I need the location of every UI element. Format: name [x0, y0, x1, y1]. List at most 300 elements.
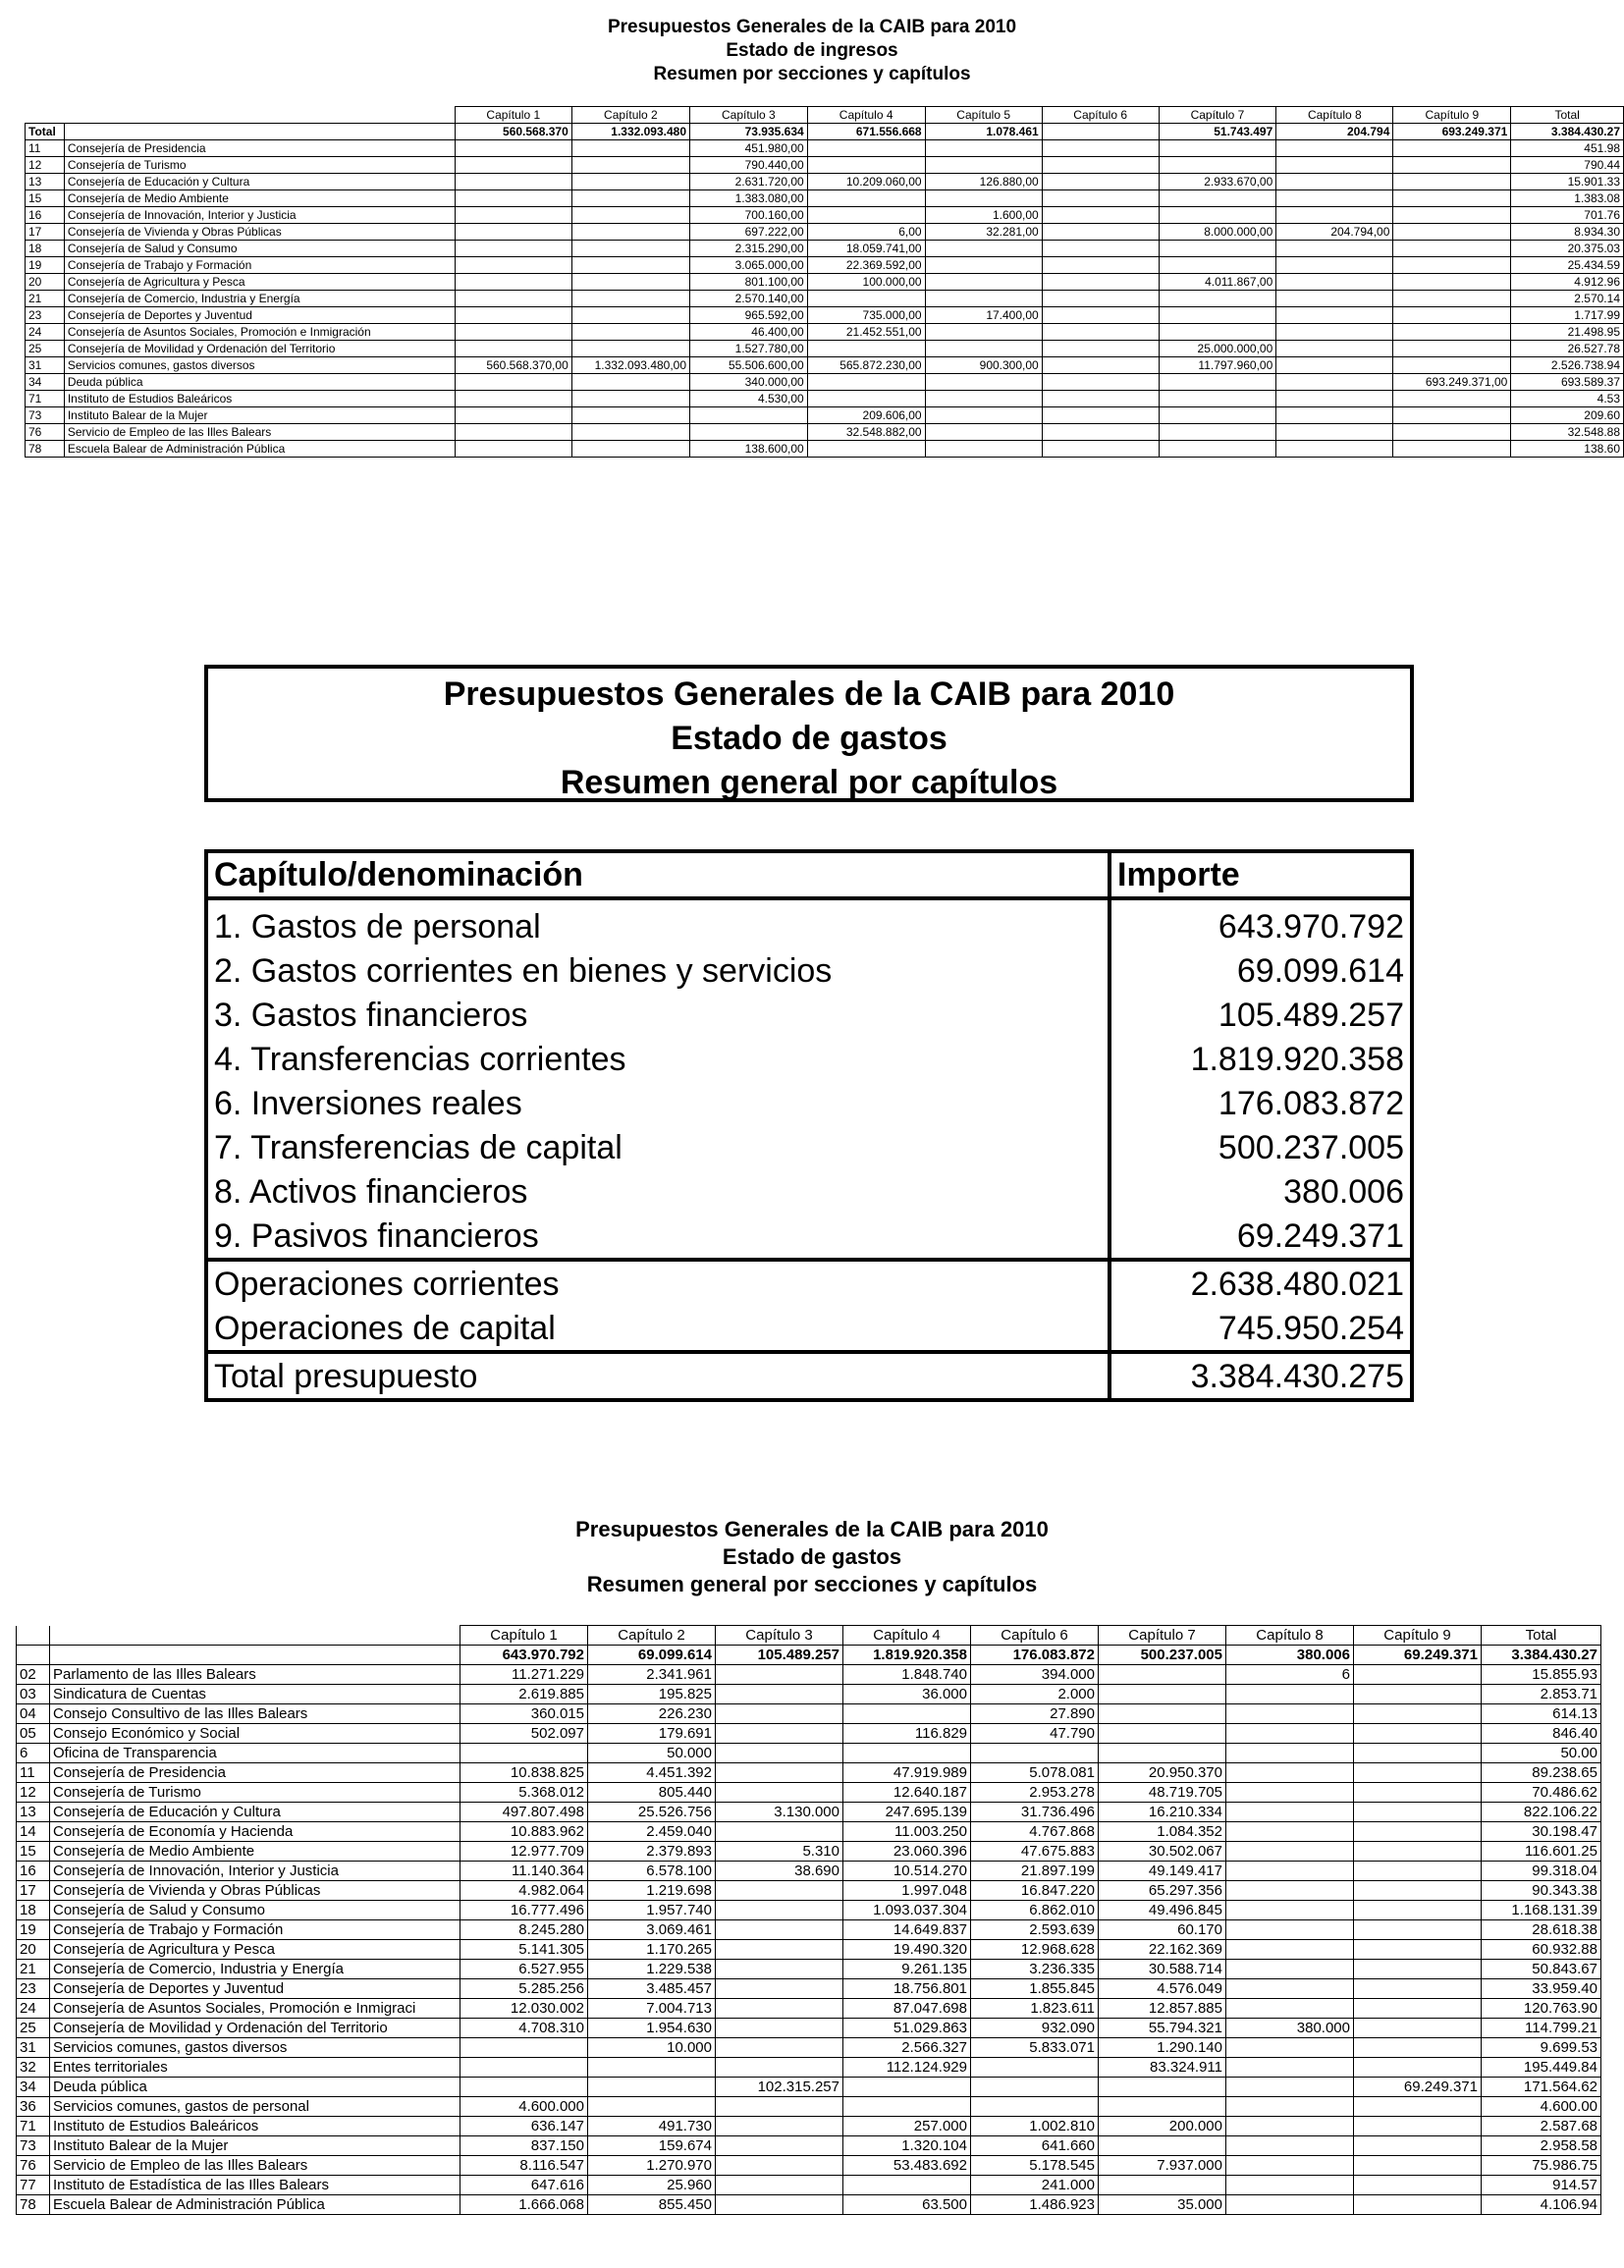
cell-value: 87.047.698 — [843, 1999, 971, 2019]
cell-value — [1042, 407, 1159, 424]
column-header: Capítulo 8 — [1226, 1626, 1354, 1646]
total-name-cell — [50, 1646, 460, 1665]
cell-value: 2.958.58 — [1482, 2136, 1601, 2156]
section-code: 02 — [17, 1665, 50, 1685]
cell-value — [455, 441, 571, 458]
cell-value — [1226, 1724, 1354, 1744]
cell-value — [455, 257, 571, 274]
cell-value — [716, 2156, 843, 2176]
cell-value — [571, 207, 689, 224]
cell-value — [455, 174, 571, 190]
cell-value: 179.691 — [588, 1724, 716, 1744]
column-header: Capítulo 2 — [571, 107, 689, 124]
cell-value — [1354, 2156, 1482, 2176]
cell-value: 1.290.140 — [1099, 2038, 1226, 2058]
cell-value: 63.500 — [843, 2195, 971, 2215]
cell-value — [1042, 174, 1159, 190]
cell-value: 2.379.893 — [588, 1842, 716, 1862]
cell-value: 33.959.40 — [1482, 1979, 1601, 1999]
cell-value — [1276, 157, 1393, 174]
cell-value: 1.666.068 — [460, 2195, 588, 2215]
table-row — [17, 1665, 1601, 1685]
cell-value — [807, 190, 925, 207]
cell-value: 2.619.885 — [460, 1685, 588, 1704]
cell-value: 6 — [1226, 1665, 1354, 1685]
section-name: Consejería de Agricultura y Pesca — [50, 1940, 460, 1960]
cell-value — [1226, 1685, 1354, 1704]
section-code: 71 — [17, 2117, 50, 2136]
cell-value — [1393, 424, 1511, 441]
cell-value: 75.986.75 — [1482, 2156, 1601, 2176]
cell-value — [1276, 324, 1393, 341]
section-name: Sindicatura de Cuentas — [50, 1685, 460, 1704]
cell-value: 3.485.457 — [588, 1979, 716, 1999]
resumen-col-header: Capítulo/denominación — [208, 853, 1110, 898]
cell-value — [455, 324, 571, 341]
cell-value: 55.794.321 — [1099, 2019, 1226, 2038]
cell-value: 2.853.71 — [1482, 1685, 1601, 1704]
cell-value — [1226, 1999, 1354, 2019]
table-row — [17, 1940, 1601, 1960]
table-row — [17, 1724, 1601, 1744]
chapter-label: 9. Pasivos financieros — [208, 1214, 1110, 1260]
cell-value — [1042, 274, 1159, 291]
chapter-amount: 69.099.614 — [1236, 951, 1404, 990]
operaciones-corrientes-label: Operaciones corrientes — [208, 1260, 1110, 1306]
cell-value — [843, 1704, 971, 1724]
cell-value: 25.000.000,00 — [1159, 341, 1276, 357]
cell-value — [571, 407, 689, 424]
cell-value — [1226, 1901, 1354, 1920]
cell-value — [1042, 241, 1159, 257]
cell-value — [1042, 441, 1159, 458]
cell-value: 965.592,00 — [690, 307, 808, 324]
cell-value — [690, 407, 808, 424]
section-name: Consejería de Salud y Consumo — [64, 241, 455, 257]
table-row — [26, 291, 1624, 307]
column-header: Capítulo 2 — [588, 1626, 716, 1646]
cell-value — [925, 407, 1042, 424]
cell-value — [1099, 1724, 1226, 1744]
section-code: 11 — [26, 140, 65, 157]
section-name: Escuela Balear de Administración Pública — [64, 441, 455, 458]
cell-value — [455, 274, 571, 291]
cell-value — [716, 2019, 843, 2038]
section-name: Consejería de Economía y Hacienda — [50, 1822, 460, 1842]
section-name: Instituto Balear de la Mujer — [64, 407, 455, 424]
cell-value: 560.568.370,00 — [455, 357, 571, 374]
total-value: 1.819.920.358 — [843, 1646, 971, 1665]
cell-value — [690, 424, 808, 441]
table-row — [17, 2058, 1601, 2078]
cell-value: 4.912.96 — [1511, 274, 1624, 291]
cell-value — [1276, 190, 1393, 207]
section-name: Escuela Balear de Administración Pública — [50, 2195, 460, 2215]
cell-value — [1393, 391, 1511, 407]
cell-value — [925, 274, 1042, 291]
header-blank-cell — [26, 107, 65, 124]
resumen-row — [208, 1169, 1410, 1214]
section-code: 73 — [26, 407, 65, 424]
ingresos-title-line-1: Presupuestos Generales de la CAIB para 2010 — [607, 17, 1017, 37]
cell-value — [925, 157, 1042, 174]
cell-value — [716, 1783, 843, 1803]
section-code: 78 — [17, 2195, 50, 2215]
cell-value: 25.526.756 — [588, 1803, 716, 1822]
section-name: Consejería de Comercio, Industria y Energía — [50, 1960, 460, 1979]
cell-value: 47.675.883 — [971, 1842, 1099, 1862]
cell-value — [1042, 207, 1159, 224]
cell-value: 204.794,00 — [1276, 224, 1393, 241]
section-code: 32 — [17, 2058, 50, 2078]
cell-value: 22.369.592,00 — [807, 257, 925, 274]
cell-value — [1042, 224, 1159, 241]
cell-value: 700.160,00 — [690, 207, 808, 224]
total-label: Total — [26, 124, 65, 140]
cell-value — [1354, 1665, 1482, 1685]
cell-value — [1159, 307, 1276, 324]
total-value: 671.556.668 — [807, 124, 925, 140]
cell-value: 116.829 — [843, 1724, 971, 1744]
cell-value — [971, 1744, 1099, 1763]
section-code: 23 — [17, 1979, 50, 1999]
table-row — [26, 174, 1624, 190]
cell-value: 497.807.498 — [460, 1803, 588, 1822]
cell-value: 4.106.94 — [1482, 2195, 1601, 2215]
cell-value — [1393, 241, 1511, 257]
section-name: Consejería de Trabajo y Formación — [64, 257, 455, 274]
cell-value — [1393, 274, 1511, 291]
section-code: 77 — [17, 2176, 50, 2195]
cell-value — [571, 374, 689, 391]
cell-value: 50.843.67 — [1482, 1960, 1601, 1979]
cell-value — [1159, 407, 1276, 424]
total-value: 380.006 — [1226, 1646, 1354, 1665]
cell-value: 8.000.000,00 — [1159, 224, 1276, 241]
column-header: Capítulo 9 — [1393, 107, 1511, 124]
section-code: 13 — [26, 174, 65, 190]
cell-value — [1042, 157, 1159, 174]
cell-value: 2.570.140,00 — [690, 291, 808, 307]
section-name: Consejería de Trabajo y Formación — [50, 1920, 460, 1940]
ingresos-title-line-3: Resumen por secciones y capítulos — [653, 64, 971, 84]
section-name: Servicios comunes, gastos de personal — [50, 2097, 460, 2117]
cell-value — [571, 190, 689, 207]
section-name: Servicio de Empleo de las Illes Balears — [64, 424, 455, 441]
table-row — [17, 1704, 1601, 1724]
cell-value: 4.600.000 — [460, 2097, 588, 2117]
cell-value: 790.440,00 — [690, 157, 808, 174]
cell-value: 46.400,00 — [690, 324, 808, 341]
cell-value: 32.548.882,00 — [807, 424, 925, 441]
cell-value: 340.000,00 — [690, 374, 808, 391]
resumen-header-row — [208, 853, 1410, 898]
resumen-title-line-1: Presupuestos Generales de la CAIB para 2010 — [443, 675, 1175, 713]
section-code: 13 — [17, 1803, 50, 1822]
cell-value: 23.060.396 — [843, 1842, 971, 1862]
cell-value — [571, 157, 689, 174]
table-row — [17, 2195, 1601, 2215]
cell-value: 16.210.334 — [1099, 1803, 1226, 1822]
resumen-row — [208, 1214, 1410, 1260]
cell-value: 21.897.199 — [971, 1862, 1099, 1881]
cell-value: 10.209.060,00 — [807, 174, 925, 190]
total-value: 176.083.872 — [971, 1646, 1099, 1665]
chapter-label: 8. Activos financieros — [208, 1169, 1110, 1214]
cell-value: 1.855.845 — [971, 1979, 1099, 1999]
section-code: 76 — [26, 424, 65, 441]
cell-value: 226.230 — [588, 1704, 716, 1724]
chapter-label: 2. Gastos corrientes en bienes y servicios — [208, 948, 1110, 993]
section-code: 15 — [17, 1842, 50, 1862]
cell-value: 102.315.257 — [716, 2078, 843, 2097]
section-name: Entes territoriales — [50, 2058, 460, 2078]
table-row — [26, 157, 1624, 174]
resumen-total-row — [208, 1352, 1410, 1398]
cell-value: 380.000 — [1226, 2019, 1354, 2038]
section-code: 24 — [26, 324, 65, 341]
cell-value — [1042, 307, 1159, 324]
header-blank-cell — [50, 1626, 460, 1646]
resumen-row — [208, 948, 1410, 993]
total-value: 51.743.497 — [1159, 124, 1276, 140]
ingresos-total-row — [26, 124, 1624, 140]
section-code: 11 — [17, 1763, 50, 1783]
cell-value — [925, 324, 1042, 341]
operaciones-capital-label: Operaciones de capital — [208, 1306, 1110, 1352]
total-value: 69.099.614 — [588, 1646, 716, 1665]
cell-value — [925, 190, 1042, 207]
table-row — [26, 274, 1624, 291]
cell-value: 3.130.000 — [716, 1803, 843, 1822]
cell-value: 5.178.545 — [971, 2156, 1099, 2176]
cell-value: 21.498.95 — [1511, 324, 1624, 341]
cell-value: 1.320.104 — [843, 2136, 971, 2156]
section-name: Oficina de Transparencia — [50, 1744, 460, 1763]
cell-value: 112.124.929 — [843, 2058, 971, 2078]
cell-value — [716, 1901, 843, 1920]
gastos-title-line-2: Estado de gastos — [722, 1544, 902, 1569]
cell-value — [1276, 174, 1393, 190]
cell-value — [1393, 174, 1511, 190]
cell-value: 701.76 — [1511, 207, 1624, 224]
cell-value: 209.60 — [1511, 407, 1624, 424]
cell-value: 1.229.538 — [588, 1960, 716, 1979]
cell-value — [925, 391, 1042, 407]
cell-value — [716, 1763, 843, 1783]
cell-value: 1.717.99 — [1511, 307, 1624, 324]
cell-value — [455, 241, 571, 257]
cell-value — [971, 2058, 1099, 2078]
cell-value: 38.690 — [716, 1862, 843, 1881]
cell-value: 451.980,00 — [690, 140, 808, 157]
section-code: 78 — [26, 441, 65, 458]
cell-value: 565.872.230,00 — [807, 357, 925, 374]
chapter-amount: 69.249.371 — [1236, 1216, 1404, 1255]
cell-value: 5.368.012 — [460, 1783, 588, 1803]
cell-value — [1226, 2156, 1354, 2176]
cell-value — [716, 1665, 843, 1685]
cell-value — [1354, 2195, 1482, 2215]
section-name: Consejería de Movilidad y Ordenación del Territorio — [64, 341, 455, 357]
gastos-title-line-1: Presupuestos Generales de la CAIB para 2010 — [575, 1517, 1049, 1541]
cell-value — [1099, 2136, 1226, 2156]
cell-value: 25.960 — [588, 2176, 716, 2195]
section-code: 12 — [26, 157, 65, 174]
cell-value — [1042, 324, 1159, 341]
cell-value — [455, 391, 571, 407]
total-value: 69.249.371 — [1354, 1646, 1482, 1665]
cell-value: 1.600,00 — [925, 207, 1042, 224]
section-code: 04 — [17, 1704, 50, 1724]
table-row — [17, 1960, 1601, 1979]
cell-value: 49.149.417 — [1099, 1862, 1226, 1881]
cell-value: 48.719.705 — [1099, 1783, 1226, 1803]
cell-value: 171.564.62 — [1482, 2078, 1601, 2097]
section-name: Consejería de Asuntos Sociales, Promoción e Inmigraci — [50, 1999, 460, 2019]
section-code: 34 — [17, 2078, 50, 2097]
cell-value — [1354, 2058, 1482, 2078]
cell-value — [455, 424, 571, 441]
table-row — [26, 391, 1624, 407]
cell-value: 932.090 — [971, 2019, 1099, 2038]
cell-value — [1226, 2097, 1354, 2117]
cell-value — [1226, 1744, 1354, 1763]
cell-value: 209.606,00 — [807, 407, 925, 424]
cell-value — [1393, 341, 1511, 357]
cell-value — [1226, 1822, 1354, 1842]
cell-value — [925, 241, 1042, 257]
cell-value: 16.777.496 — [460, 1901, 588, 1920]
cell-value — [1276, 424, 1393, 441]
cell-value: 138.60 — [1511, 441, 1624, 458]
cell-value: 17.400,00 — [925, 307, 1042, 324]
cell-value: 1.002.810 — [971, 2117, 1099, 2136]
ingresos-title-line-2: Estado de ingresos — [726, 40, 898, 61]
cell-value — [1276, 374, 1393, 391]
cell-value: 2.570.14 — [1511, 291, 1624, 307]
cell-value: 614.13 — [1482, 1704, 1601, 1724]
total-value: 204.794 — [1276, 124, 1393, 140]
table-row — [17, 2019, 1601, 2038]
cell-value — [455, 291, 571, 307]
cell-value — [1393, 307, 1511, 324]
table-row — [26, 140, 1624, 157]
table-row — [26, 207, 1624, 224]
ingresos-table — [25, 106, 1624, 458]
cell-value: 3.065.000,00 — [690, 257, 808, 274]
cell-value — [807, 140, 925, 157]
cell-value — [1159, 257, 1276, 274]
cell-value: 114.799.21 — [1482, 2019, 1601, 2038]
section-name: Deuda pública — [50, 2078, 460, 2097]
cell-value — [571, 257, 689, 274]
cell-value — [455, 407, 571, 424]
cell-value: 47.919.989 — [843, 1763, 971, 1783]
resumen-amount-header: Importe — [1110, 853, 1410, 898]
table-row — [17, 2038, 1601, 2058]
cell-value — [588, 2058, 716, 2078]
column-header: Total — [1482, 1626, 1601, 1646]
cell-value: 360.015 — [460, 1704, 588, 1724]
cell-value — [1226, 1763, 1354, 1783]
section-name: Consejería de Innovación, Interior y Justicia — [50, 1862, 460, 1881]
cell-value — [1226, 1862, 1354, 1881]
section-code: 31 — [17, 2038, 50, 2058]
section-code: 25 — [17, 2019, 50, 2038]
cell-value: 636.147 — [460, 2117, 588, 2136]
cell-value — [1354, 1783, 1482, 1803]
cell-value — [1276, 341, 1393, 357]
section-name: Consejería de Presidencia — [50, 1763, 460, 1783]
cell-value: 1.848.740 — [843, 1665, 971, 1685]
gastos-title-line-3: Resumen general por secciones y capítulos — [586, 1572, 1038, 1596]
cell-value — [1354, 2097, 1482, 2117]
section-code: 36 — [17, 2097, 50, 2117]
cell-value: 914.57 — [1482, 2176, 1601, 2195]
cell-value — [1354, 1979, 1482, 1999]
section-name: Consejería de Asuntos Sociales, Promoción e Inmigración — [64, 324, 455, 341]
section-code: 05 — [17, 1724, 50, 1744]
cell-value — [1276, 357, 1393, 374]
cell-value — [1159, 190, 1276, 207]
cell-value — [807, 391, 925, 407]
cell-value — [843, 1744, 971, 1763]
cell-value: 7.937.000 — [1099, 2156, 1226, 2176]
table-row — [26, 407, 1624, 424]
section-name: Consejería de Educación y Cultura — [64, 174, 455, 190]
cell-value — [571, 274, 689, 291]
cell-value — [455, 140, 571, 157]
table-row — [26, 374, 1624, 391]
table-row — [26, 257, 1624, 274]
cell-value: 801.100,00 — [690, 274, 808, 291]
cell-value: 4.576.049 — [1099, 1979, 1226, 1999]
cell-value: 10.000 — [588, 2038, 716, 2058]
table-row — [26, 357, 1624, 374]
cell-value: 2.631.720,00 — [690, 174, 808, 190]
cell-value — [1393, 207, 1511, 224]
cell-value — [1099, 2097, 1226, 2117]
cell-value — [716, 1979, 843, 1999]
cell-value — [1159, 207, 1276, 224]
cell-value: 4.011.867,00 — [1159, 274, 1276, 291]
cell-value: 1.332.093.480,00 — [571, 357, 689, 374]
cell-value: 60.932.88 — [1482, 1940, 1601, 1960]
cell-value: 14.649.837 — [843, 1920, 971, 1940]
table-row — [17, 2078, 1601, 2097]
cell-value: 30.588.714 — [1099, 1960, 1226, 1979]
cell-value — [1393, 190, 1511, 207]
total-value: 1.332.093.480 — [571, 124, 689, 140]
cell-value: 50.00 — [1482, 1744, 1601, 1763]
cell-value: 50.000 — [588, 1744, 716, 1763]
table-row — [26, 424, 1624, 441]
section-code: 76 — [17, 2156, 50, 2176]
cell-value: 51.029.863 — [843, 2019, 971, 2038]
cell-value — [1042, 357, 1159, 374]
chapter-label: 3. Gastos financieros — [208, 993, 1110, 1037]
chapter-label: 1. Gastos de personal — [208, 898, 1110, 948]
chapter-amount: 105.489.257 — [1218, 996, 1404, 1034]
chapter-amount: 176.083.872 — [1218, 1084, 1404, 1122]
cell-value — [716, 1822, 843, 1842]
cell-value: 99.318.04 — [1482, 1862, 1601, 1881]
cell-value — [1276, 140, 1393, 157]
cell-value — [1276, 307, 1393, 324]
total-value: 73.935.634 — [690, 124, 808, 140]
cell-value: 1.954.630 — [588, 2019, 716, 2038]
